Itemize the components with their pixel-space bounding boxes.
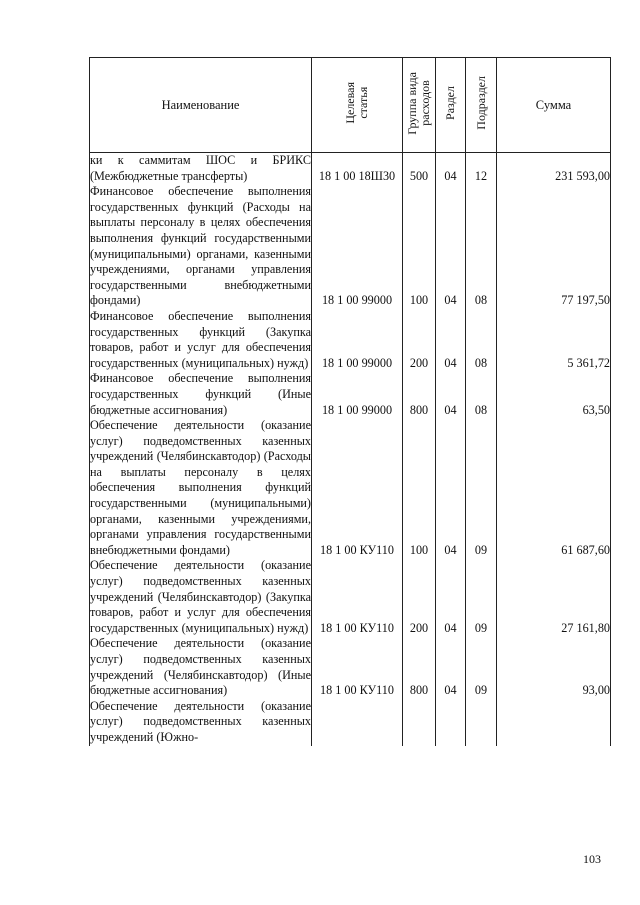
row-target-article: 18 1 00 99000 [312, 371, 403, 418]
table-row [90, 309, 611, 371]
row-expense-group: 800 [403, 371, 436, 418]
row-expense-group: 100 [403, 184, 436, 309]
row-name: Обеспечение деятельности (оказание услуг) подведомственных казенных учреждений (Челябинскавтодор) (Расходы на выплаты персоналу в целях обеспечения выполнения функций государственными (муниципальными) органами, казенными учреждениями, органами управления государственными внебюджетными фондами) [90, 418, 311, 557]
row-expense-group: 200 [403, 558, 436, 636]
row-target-article: 18 1 00 КУ110 [312, 636, 403, 698]
header-name: Наименование [90, 58, 312, 153]
row-sum: 77 197,50 [497, 184, 611, 309]
page-number: 103 [583, 852, 601, 866]
row-sum [497, 699, 611, 746]
table-row [90, 636, 611, 698]
table-row [90, 418, 611, 558]
row-section: 04 [436, 153, 466, 185]
row-subsection: 09 [466, 558, 497, 636]
table-row [90, 699, 611, 746]
row-subsection: 08 [466, 309, 497, 371]
row-expense-group: 100 [403, 418, 436, 558]
table-row [90, 153, 611, 185]
row-name: Обеспечение деятельности (оказание услуг) подведомственных казенных учреждений (Челябинскавтодор) (Закупка товаров, работ и услуг для обеспечения государственных (муниципальных) нужд) [90, 558, 311, 635]
row-subsection [466, 699, 497, 746]
row-sum: 61 687,60 [497, 418, 611, 558]
row-target-article: 18 1 00 99000 [312, 184, 403, 309]
row-name: Обеспечение деятельности (оказание услуг) подведомственных казенных учреждений (Южно- [90, 698, 311, 744]
row-expense-group [403, 699, 436, 746]
row-expense-group: 500 [403, 153, 436, 185]
row-expense-group: 200 [403, 309, 436, 371]
row-target-article: 18 1 00 18Ш30 [312, 153, 403, 185]
row-sum: 63,50 [497, 371, 611, 418]
row-target-article: 18 1 00 КУ110 [312, 558, 403, 636]
row-name: Обеспечение деятельности (оказание услуг) подведомственных казенных учреждений (Челябинскавтодор) (Иные бюджетные ассигнования) [90, 636, 311, 698]
row-name: Финансовое обеспечение выполнения государственных функций (Закупка товаров, работ и услуг для обеспечения государственных (муниципальных) нужд) [90, 308, 311, 370]
header-expense-group: Группа вида расходов [403, 58, 436, 153]
table-header-row [90, 58, 611, 153]
row-section [436, 699, 466, 746]
row-section: 04 [436, 418, 466, 558]
row-target-article [312, 699, 403, 746]
row-section: 04 [436, 371, 466, 418]
row-sum: 93,00 [497, 636, 611, 698]
row-section: 04 [436, 184, 466, 309]
table-row [90, 558, 611, 636]
row-name: Финансовое обеспечение выполнения государственных функций (Расходы на выплаты персоналу в целях обеспечения выполнения функций государственными (муниципальными) органами, казенными учреждениями, органами управления государственными внебюджетными фондами) [90, 184, 311, 308]
row-subsection: 09 [466, 636, 497, 698]
row-sum: 5 361,72 [497, 309, 611, 371]
row-subsection: 08 [466, 371, 497, 418]
row-section: 04 [436, 309, 466, 371]
table-body [90, 153, 611, 746]
row-name: ки к саммитам ШОС и БРИКС (Межбюджетные трансферты) [90, 153, 311, 183]
table-row [90, 371, 611, 418]
row-sum: 27 161,80 [497, 558, 611, 636]
row-subsection: 09 [466, 418, 497, 558]
table-row [90, 184, 611, 309]
row-section: 04 [436, 558, 466, 636]
row-name: Финансовое обеспечение выполнения государственных функций (Иные бюджетные ассигнования) [90, 371, 311, 417]
header-section: Раздел [436, 58, 466, 153]
header-sum: Сумма [497, 58, 611, 153]
header-target-article: Целевая статья [312, 58, 403, 153]
row-target-article: 18 1 00 99000 [312, 309, 403, 371]
row-subsection: 12 [466, 153, 497, 185]
header-subsection: Подраздел [466, 58, 497, 153]
budget-table [89, 57, 611, 746]
row-expense-group: 800 [403, 636, 436, 698]
row-section: 04 [436, 636, 466, 698]
row-sum: 231 593,00 [497, 153, 611, 185]
row-target-article: 18 1 00 КУ110 [312, 418, 403, 558]
row-subsection: 08 [466, 184, 497, 309]
